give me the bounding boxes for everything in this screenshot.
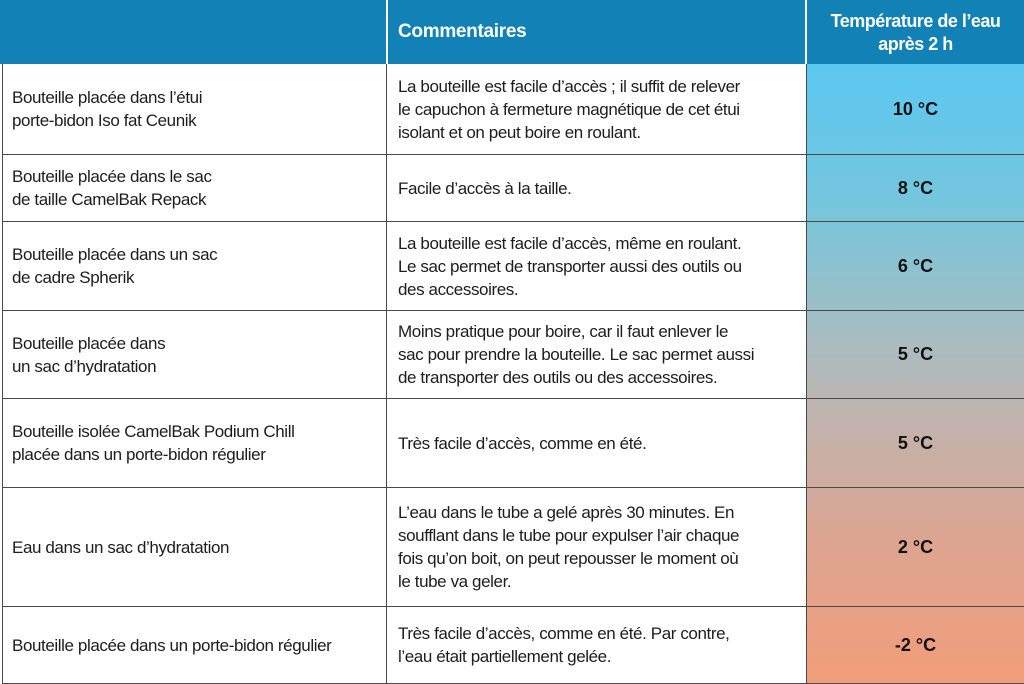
table-row-comment: Facile d’accès à la taille. <box>398 178 572 198</box>
table-row-temperature: -2 °C <box>894 634 937 655</box>
table-row-comment: Très facile d’accès, comme en été. Par contre, l’eau était partiellement gelée. <box>398 624 730 666</box>
table-row-temperature: 10 °C <box>892 98 939 119</box>
table-row-method: Bouteille placée dans un sac de cadre Spherik <box>12 245 218 287</box>
header-temperature-line2: après 2 h <box>878 34 953 54</box>
table-row-method: Bouteille placée dans un porte-bidon régulier <box>12 635 332 655</box>
grid-line <box>2 64 3 684</box>
table-row-temperature: 6 °C <box>897 255 934 276</box>
header-divider <box>386 0 388 64</box>
table-row-temperature: 8 °C <box>897 177 934 198</box>
header-temperature-line1: Température de l’eau <box>830 11 1001 31</box>
table-row-method: Eau dans un sac d’hydratation <box>12 537 230 557</box>
table-row-method: Bouteille placée dans le sac de taille CamelBak Repack <box>12 167 212 209</box>
table-row-temperature: 5 °C <box>897 344 934 364</box>
table-row-temperature: 2 °C <box>897 536 934 557</box>
table-row-method: Bouteille placée dans l’étui porte-bidon Iso fat Ceunik <box>12 88 203 130</box>
header-temperature <box>807 4 1024 62</box>
table-row-temperature: 5 °C <box>897 432 934 453</box>
table-row-method: Bouteille isolée CamelBak Podium Chill placée dans un porte-bidon régulier <box>12 422 295 464</box>
table-row-comment: La bouteille est facile d’accès, même en roulant. Le sac permet de transporter aussi des outils ou des accessoires. <box>398 233 742 299</box>
table-row-comment: Très facile d’accès, comme en été. <box>398 433 647 453</box>
grid-line <box>386 64 387 684</box>
table-row-comment: La bouteille est facile d’accès ; il suffit de relever le capuchon à fermeture magnétique de cet étui isolant et on peut boire en roulant. <box>398 76 740 142</box>
table-row-comment: L’eau dans le tube a gelé après 30 minutes. En soufflant dans le tube pour expulser l’air chaque fois qu’on boit, on peut repousser le moment où le tube va geler. <box>398 503 740 591</box>
table-row-comment: Moins pratique pour boire, car il faut enlever le sac pour prendre la bouteille. Le sac permet aussi de transporter des outils ou des accessoires. <box>398 322 755 387</box>
table-row-method: Bouteille placée dans un sac d’hydratation <box>12 333 166 376</box>
header-comments: Commentaires <box>398 21 527 42</box>
